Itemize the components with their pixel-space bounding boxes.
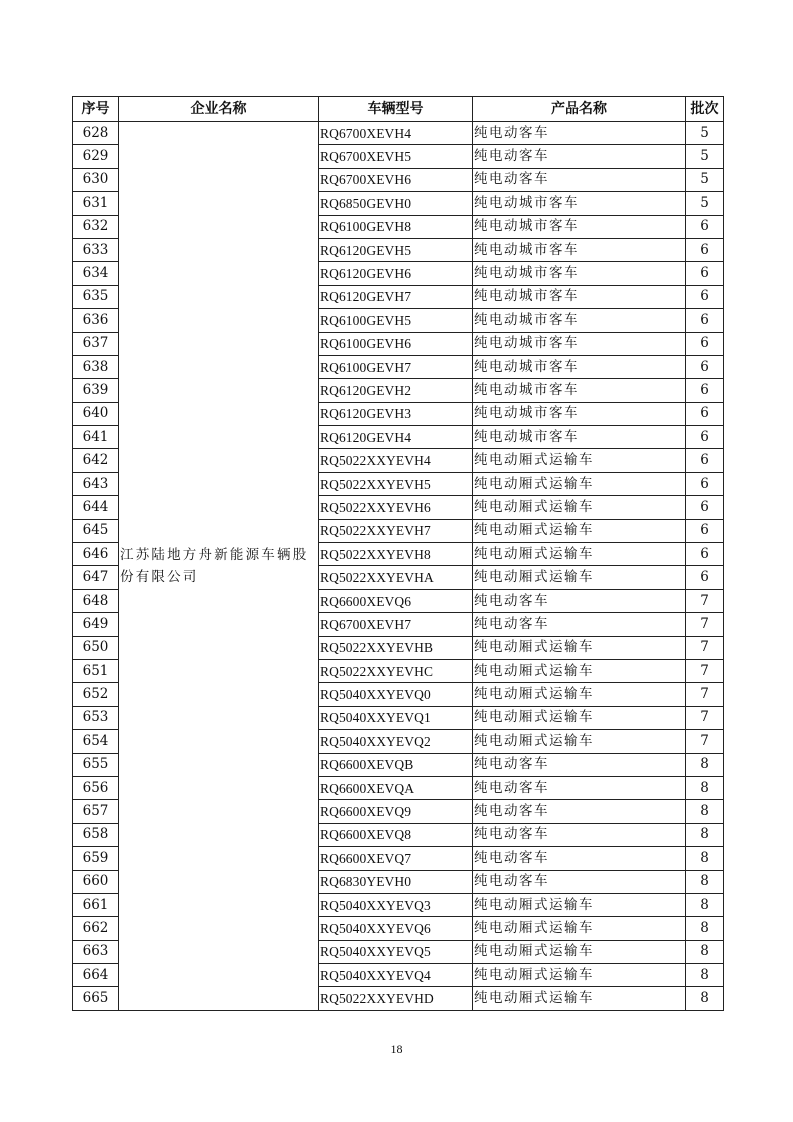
cell-model: RQ6100GEVH6: [319, 332, 473, 355]
cell-batch: 5: [686, 145, 724, 168]
cell-product: 纯电动厢式运输车: [473, 987, 686, 1010]
cell-batch: 7: [686, 659, 724, 682]
cell-batch: 8: [686, 964, 724, 987]
header-seq: 序号: [73, 97, 119, 122]
cell-batch: 7: [686, 683, 724, 706]
cell-model: RQ6120GEVH6: [319, 262, 473, 285]
cell-seq: 632: [73, 215, 119, 238]
cell-product: 纯电动城市客车: [473, 379, 686, 402]
cell-batch: 7: [686, 636, 724, 659]
cell-product: 纯电动客车: [473, 613, 686, 636]
cell-batch: 6: [686, 543, 724, 566]
cell-model: RQ6700XEVH5: [319, 145, 473, 168]
cell-seq: 638: [73, 355, 119, 378]
cell-product: 纯电动厢式运输车: [473, 472, 686, 495]
cell-model: RQ5040XXYEVQ1: [319, 706, 473, 729]
cell-seq: 644: [73, 496, 119, 519]
cell-seq: 656: [73, 776, 119, 799]
cell-model: RQ5022XXYEVHB: [319, 636, 473, 659]
cell-product: 纯电动厢式运输车: [473, 543, 686, 566]
cell-seq: 633: [73, 238, 119, 261]
cell-product: 纯电动厢式运输车: [473, 706, 686, 729]
cell-batch: 6: [686, 496, 724, 519]
cell-model: RQ5040XXYEVQ6: [319, 917, 473, 940]
cell-batch: 8: [686, 823, 724, 846]
cell-seq: 660: [73, 870, 119, 893]
cell-model: RQ5022XXYEVH7: [319, 519, 473, 542]
header-batch: 批次: [686, 97, 724, 122]
page-number: 18: [390, 1042, 403, 1056]
cell-batch: 6: [686, 262, 724, 285]
cell-batch: 8: [686, 940, 724, 963]
cell-seq: 662: [73, 917, 119, 940]
cell-seq: 645: [73, 519, 119, 542]
cell-product: 纯电动城市客车: [473, 192, 686, 215]
cell-product: 纯电动厢式运输车: [473, 893, 686, 916]
cell-product: 纯电动客车: [473, 776, 686, 799]
cell-product: 纯电动客车: [473, 145, 686, 168]
cell-product: 纯电动厢式运输车: [473, 496, 686, 519]
cell-model: RQ5022XXYEVH6: [319, 496, 473, 519]
cell-batch: 8: [686, 893, 724, 916]
cell-product: 纯电动客车: [473, 589, 686, 612]
cell-model: RQ5040XXYEVQ5: [319, 940, 473, 963]
cell-batch: 6: [686, 309, 724, 332]
cell-batch: 7: [686, 730, 724, 753]
cell-seq: 657: [73, 800, 119, 823]
cell-batch: 6: [686, 426, 724, 449]
cell-batch: 5: [686, 192, 724, 215]
table-row: [73, 122, 724, 145]
cell-product: 纯电动城市客车: [473, 332, 686, 355]
cell-seq: 646: [73, 543, 119, 566]
cell-product: 纯电动客车: [473, 823, 686, 846]
cell-model: RQ6700XEVH6: [319, 168, 473, 191]
cell-seq: 635: [73, 285, 119, 308]
cell-batch: 6: [686, 449, 724, 472]
cell-seq: 636: [73, 309, 119, 332]
cell-batch: 7: [686, 613, 724, 636]
header-product: 产品名称: [473, 97, 686, 122]
cell-batch: 6: [686, 472, 724, 495]
cell-product: 纯电动城市客车: [473, 262, 686, 285]
cell-model: RQ6600XEVQ7: [319, 847, 473, 870]
cell-product: 纯电动厢式运输车: [473, 449, 686, 472]
cell-seq: 661: [73, 893, 119, 916]
cell-batch: 6: [686, 285, 724, 308]
cell-model: RQ6600XEVQ9: [319, 800, 473, 823]
cell-seq: 655: [73, 753, 119, 776]
cell-model: RQ6100GEVH8: [319, 215, 473, 238]
cell-model: RQ5022XXYEVH5: [319, 472, 473, 495]
cell-seq: 659: [73, 847, 119, 870]
header-company: 企业名称: [119, 97, 319, 122]
cell-model: RQ6120GEVH2: [319, 379, 473, 402]
cell-model: RQ5040XXYEVQ3: [319, 893, 473, 916]
cell-model: RQ6100GEVH7: [319, 355, 473, 378]
table-body: [73, 122, 724, 1011]
cell-batch: 6: [686, 238, 724, 261]
cell-seq: 653: [73, 706, 119, 729]
cell-model: RQ5022XXYEVHC: [319, 659, 473, 682]
cell-batch: 6: [686, 402, 724, 425]
cell-batch: 8: [686, 917, 724, 940]
header-model: 车辆型号: [319, 97, 473, 122]
cell-seq: 665: [73, 987, 119, 1010]
cell-seq: 664: [73, 964, 119, 987]
cell-product: 纯电动城市客车: [473, 215, 686, 238]
cell-seq: 641: [73, 426, 119, 449]
cell-product: 纯电动厢式运输车: [473, 917, 686, 940]
cell-batch: 8: [686, 987, 724, 1010]
cell-seq: 647: [73, 566, 119, 589]
cell-product: 纯电动厢式运输车: [473, 566, 686, 589]
cell-product: 纯电动城市客车: [473, 402, 686, 425]
cell-model: RQ6700XEVH7: [319, 613, 473, 636]
cell-model: RQ6600XEVQ6: [319, 589, 473, 612]
cell-batch: 8: [686, 847, 724, 870]
cell-product: 纯电动厢式运输车: [473, 940, 686, 963]
cell-batch: 7: [686, 589, 724, 612]
cell-seq: 652: [73, 683, 119, 706]
cell-product: 纯电动厢式运输车: [473, 636, 686, 659]
vehicle-catalog-page: [72, 96, 724, 1011]
cell-product: 纯电动城市客车: [473, 426, 686, 449]
cell-batch: 8: [686, 753, 724, 776]
cell-seq: 634: [73, 262, 119, 285]
cell-product: 纯电动厢式运输车: [473, 519, 686, 542]
cell-batch: 6: [686, 379, 724, 402]
cell-model: RQ6120GEVH5: [319, 238, 473, 261]
cell-product: 纯电动客车: [473, 122, 686, 145]
cell-seq: 631: [73, 192, 119, 215]
cell-model: RQ5022XXYEVHA: [319, 566, 473, 589]
cell-company: 江苏陆地方舟新能源车辆股份有限公司: [119, 122, 319, 1011]
cell-batch: 5: [686, 168, 724, 191]
cell-model: RQ6100GEVH5: [319, 309, 473, 332]
cell-product: 纯电动城市客车: [473, 309, 686, 332]
cell-model: RQ5022XXYEVH8: [319, 543, 473, 566]
cell-product: 纯电动厢式运输车: [473, 964, 686, 987]
table-header: [73, 97, 724, 122]
vehicle-catalog-table: [72, 96, 724, 1011]
cell-product: 纯电动城市客车: [473, 285, 686, 308]
cell-model: RQ6600XEVQB: [319, 753, 473, 776]
cell-batch: 6: [686, 519, 724, 542]
cell-seq: 629: [73, 145, 119, 168]
cell-model: RQ6700XEVH4: [319, 122, 473, 145]
cell-batch: 6: [686, 566, 724, 589]
cell-model: RQ5022XXYEVH4: [319, 449, 473, 472]
cell-batch: 6: [686, 215, 724, 238]
cell-batch: 8: [686, 800, 724, 823]
cell-model: RQ6120GEVH4: [319, 426, 473, 449]
cell-batch: 6: [686, 332, 724, 355]
cell-seq: 651: [73, 659, 119, 682]
cell-model: RQ6120GEVH7: [319, 285, 473, 308]
cell-seq: 663: [73, 940, 119, 963]
cell-model: RQ6850GEVH0: [319, 192, 473, 215]
cell-batch: 8: [686, 776, 724, 799]
cell-seq: 654: [73, 730, 119, 753]
cell-model: RQ6600XEVQ8: [319, 823, 473, 846]
cell-product: 纯电动城市客车: [473, 238, 686, 261]
cell-seq: 640: [73, 402, 119, 425]
cell-seq: 630: [73, 168, 119, 191]
cell-product: 纯电动城市客车: [473, 355, 686, 378]
cell-product: 纯电动厢式运输车: [473, 683, 686, 706]
cell-product: 纯电动客车: [473, 753, 686, 776]
cell-model: RQ6600XEVQA: [319, 776, 473, 799]
cell-seq: 637: [73, 332, 119, 355]
cell-seq: 649: [73, 613, 119, 636]
cell-model: RQ6120GEVH3: [319, 402, 473, 425]
cell-seq: 628: [73, 122, 119, 145]
cell-product: 纯电动客车: [473, 800, 686, 823]
cell-seq: 650: [73, 636, 119, 659]
cell-seq: 642: [73, 449, 119, 472]
cell-product: 纯电动客车: [473, 847, 686, 870]
cell-product: 纯电动客车: [473, 870, 686, 893]
cell-product: 纯电动客车: [473, 168, 686, 191]
header-row: [73, 97, 724, 122]
cell-model: RQ6830YEVH0: [319, 870, 473, 893]
cell-model: RQ5040XXYEVQ4: [319, 964, 473, 987]
cell-product: 纯电动厢式运输车: [473, 730, 686, 753]
cell-seq: 658: [73, 823, 119, 846]
cell-seq: 643: [73, 472, 119, 495]
cell-model: RQ5040XXYEVQ0: [319, 683, 473, 706]
cell-model: RQ5040XXYEVQ2: [319, 730, 473, 753]
cell-batch: 8: [686, 870, 724, 893]
cell-batch: 5: [686, 122, 724, 145]
cell-batch: 7: [686, 706, 724, 729]
cell-seq: 648: [73, 589, 119, 612]
cell-product: 纯电动厢式运输车: [473, 659, 686, 682]
cell-seq: 639: [73, 379, 119, 402]
cell-model: RQ5022XXYEVHD: [319, 987, 473, 1010]
cell-batch: 6: [686, 355, 724, 378]
